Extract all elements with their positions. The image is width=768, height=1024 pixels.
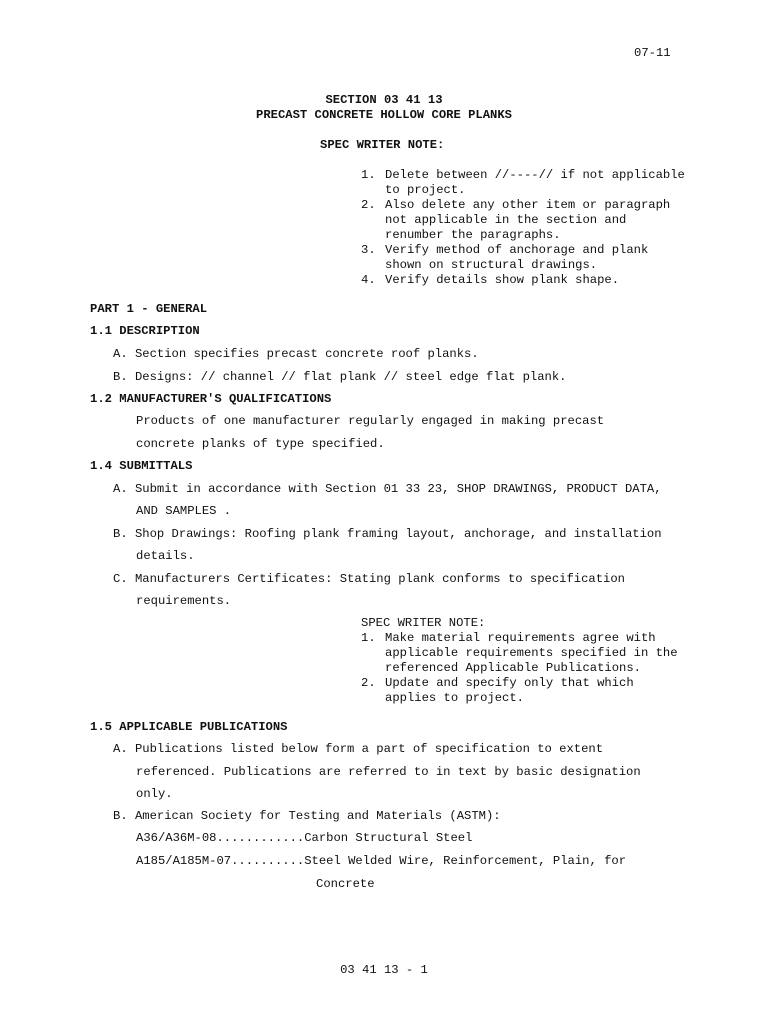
spec-note-heading: SPEC WRITER NOTE: xyxy=(320,138,445,152)
paragraph-line: requirements. xyxy=(136,594,232,608)
paragraph-line: Products of one manufacturer regularly engaged in making precast xyxy=(136,414,605,428)
paragraph: A. Section specifies precast concrete roof planks. xyxy=(113,347,479,361)
spec-note-list xyxy=(361,168,691,288)
paragraph-line: B. American Society for Testing and Materials (ASTM): xyxy=(113,809,501,823)
reference-entry: A36/A36M-08............Carbon Structural Steel xyxy=(136,831,473,845)
part-heading: PART 1 - GENERAL xyxy=(90,302,208,316)
reference-entry: A185/A185M-07..........Steel Welded Wire, Reinforcement, Plain, for xyxy=(136,854,627,868)
reference-entry-continuation: Concrete xyxy=(316,877,375,891)
paragraph-line: AND SAMPLES . xyxy=(136,504,232,518)
spec-note-item: 1. Delete between //----// if not applicable to project. xyxy=(361,168,685,197)
paragraph-line: only. xyxy=(136,787,173,801)
paragraph-line: B. Shop Drawings: Roofing plank framing layout, anchorage, and installation xyxy=(113,527,662,541)
section-heading-qualifications: 1.2 MANUFACTURER'S QUALIFICATIONS xyxy=(90,392,332,406)
paragraph-line: concrete planks of type specified. xyxy=(136,437,385,451)
section-number: SECTION 03 41 13 xyxy=(325,93,443,107)
section-heading-publications: 1.5 APPLICABLE PUBLICATIONS xyxy=(90,720,288,734)
page-number: 03 41 13 - 1 xyxy=(340,963,428,977)
spec-note-list xyxy=(361,631,691,706)
section-title: PRECAST CONCRETE HOLLOW CORE PLANKS xyxy=(256,108,512,122)
spec-note-item: 2. Also delete any other item or paragraph not applicable in the section and renumber the paragraphs. xyxy=(361,198,671,242)
paragraph-line: referenced. Publications are referred to in text by basic designation xyxy=(136,765,641,779)
spec-note-item: 2. Update and specify only that which applies to project. xyxy=(361,676,634,705)
paragraph-line: A. Submit in accordance with Section 01 33 23, SHOP DRAWINGS, PRODUCT DATA, xyxy=(113,482,662,496)
paragraph-line: C. Manufacturers Certificates: Stating plank conforms to specification xyxy=(113,572,625,586)
section-heading-description: 1.1 DESCRIPTION xyxy=(90,324,200,338)
paragraph: B. Designs: // channel // flat plank // steel edge flat plank. xyxy=(113,370,567,384)
paragraph-line: details. xyxy=(136,549,195,563)
spec-note-heading: SPEC WRITER NOTE: xyxy=(361,616,486,630)
section-heading-submittals: 1.4 SUBMITTALS xyxy=(90,459,193,473)
spec-note-item: 1. Make material requirements agree with applicable requirements specified in the referenced Applicable Publications. xyxy=(361,631,678,675)
spec-note-item: 3. Verify method of anchorage and plank shown on structural drawings. xyxy=(361,243,649,272)
paragraph-line: A. Publications listed below form a part of specification to extent xyxy=(113,742,604,756)
page-code: 07-11 xyxy=(634,46,671,60)
spec-note-item: 4. Verify details show plank shape. xyxy=(361,273,620,287)
